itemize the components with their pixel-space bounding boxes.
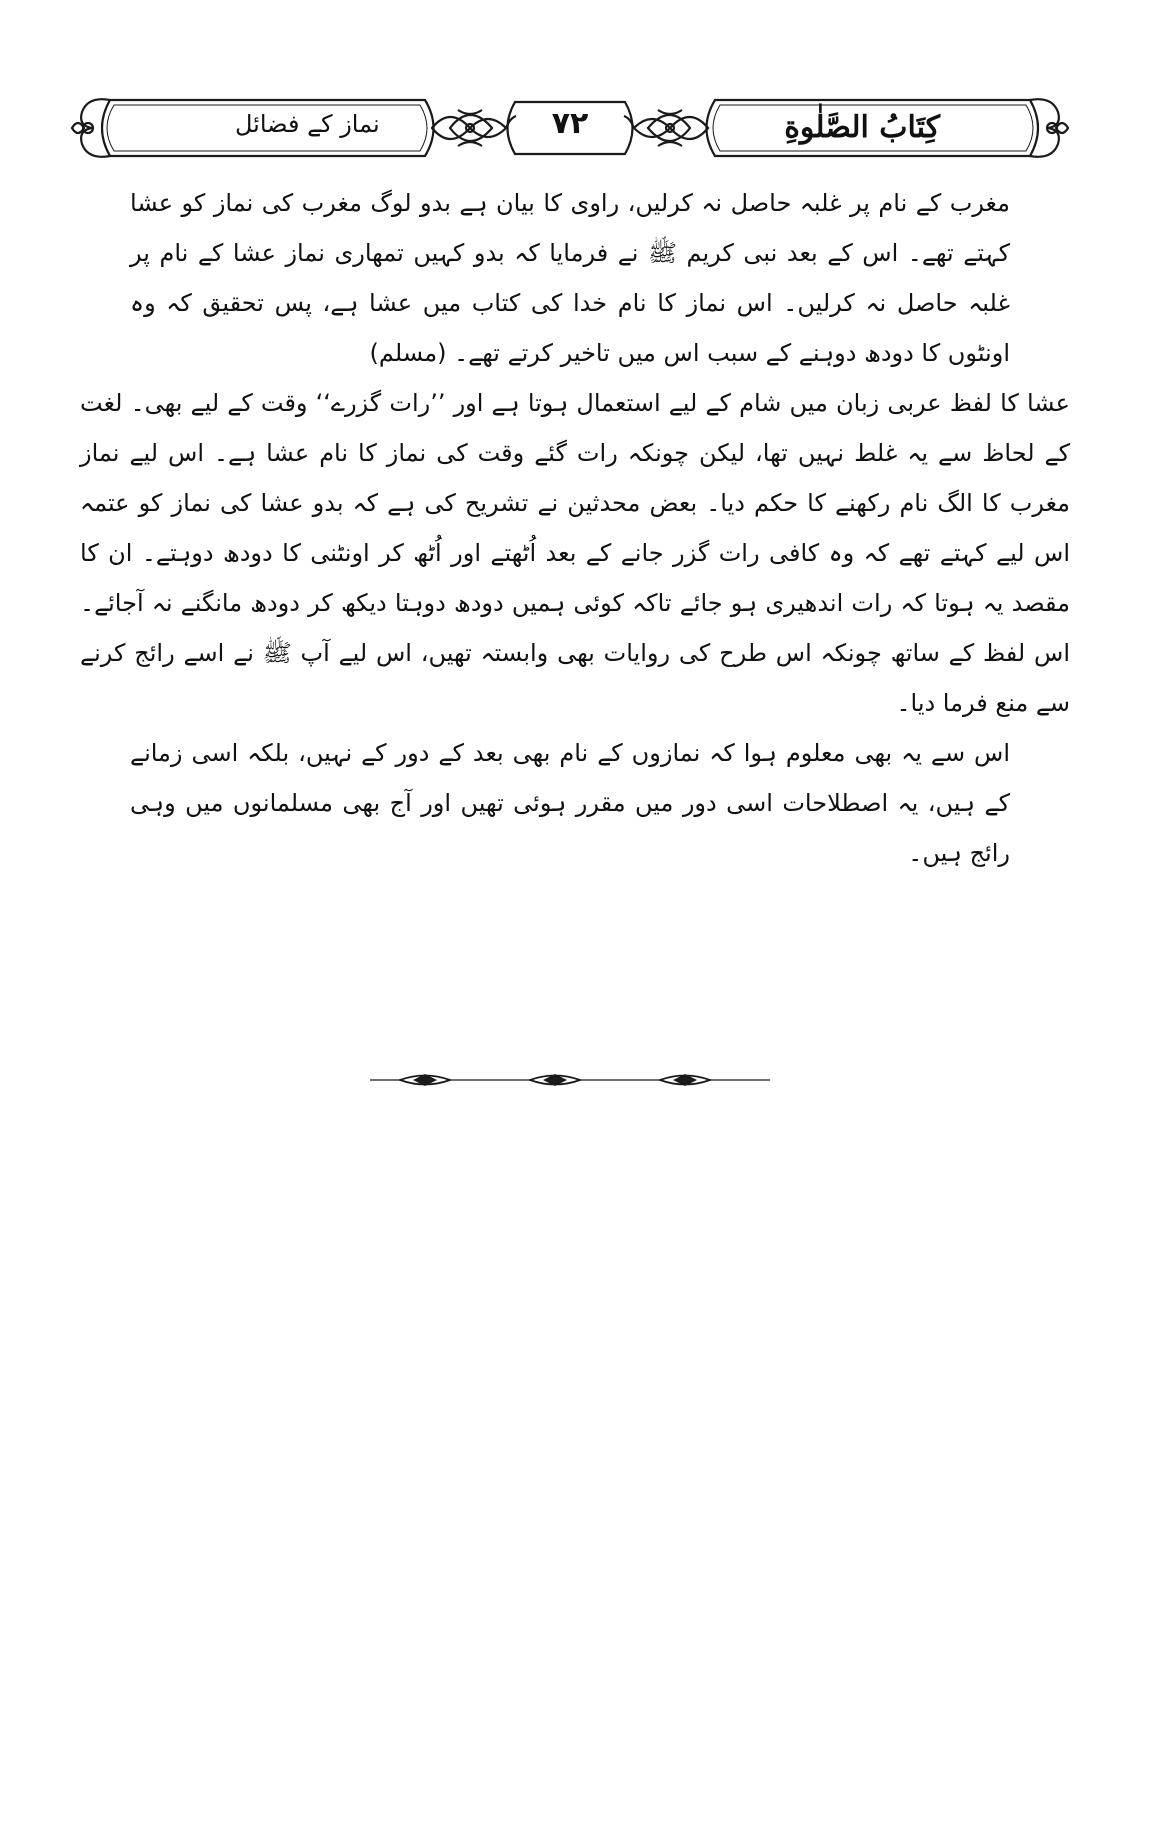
chapter-title: نماز کے فضائل <box>235 110 380 138</box>
ornamental-divider <box>370 1068 770 1092</box>
hadith-paragraph: مغرب کے نام پر غلبہ حاصل نہ کرلیں، راوی کا بیان ہے بدو لوگ مغرب کی نماز کو عشا کہتے تھے۔ اس کے بعد نبی کریم ﷺ نے فرمایا کہ بدو کہیں تمھاری نماز عشا کے نام پر غلبہ حاصل نہ کرلیں۔ اس نماز کا نام خدا کی کتاب میں عشا ہے، پس تحقیق کہ وہ اونٹوں کا دودھ دوہنے کے سبب اس میں تاخیر کرتے تھے۔ (مسلم) <box>130 189 1010 367</box>
body-paragraph-word-explanation: عشا کا لفظ عربی زبان میں شام کے لیے استعمال ہوتا ہے اور ’’رات گزرے‘‘ وقت کے لیے بھی۔ لغت کے لحاظ سے یہ غلط نہیں تھا، لیکن چونکہ رات گئے وقت کی نماز کا نام عشا ہے۔ اس لیے نماز مغرب کا الگ نام رکھنے کا حکم دیا۔ بعض محدثین نے تشریح کی ہے کہ بدو عشا کی نماز کو عتمہ اس لیے کہتے تھے کہ وہ کافی رات گزر جانے کے بعد اُٹھتے اور اُٹھ کر اونٹنی کا دودھ دوہتے۔ ان کا مقصد یہ ہوتا کہ رات اندھیری ہو جائے تاکہ کوئی ہمیں دودھ دوہتا دیکھ کر دودھ مانگنے نہ آجائے۔ اس لفظ کے ساتھ چونکہ اس طرح کی روایات بھی وابستہ تھیں، اس لیے آپ ﷺ نے اسے رائج کرنے سے منع فرما دیا۔ <box>80 389 1071 717</box>
page-body <box>80 178 1070 878</box>
body-paragraph-conclusion: اس سے یہ بھی معلوم ہوا کہ نمازوں کے نام بھی بعد کے دور کے نہیں، بلکہ اسی زمانے کے ہیں، یہ اصطلاحات اسی دور میں مقرر ہوئی تھیں اور آج بھی مسلمانوں میں وہی رائج ہیں۔ <box>130 739 1010 867</box>
page-header <box>70 88 1070 168</box>
page-number: ۷۲ <box>551 106 589 141</box>
book-title: كِتَابُ الصَّلٰوةِ <box>784 110 940 145</box>
